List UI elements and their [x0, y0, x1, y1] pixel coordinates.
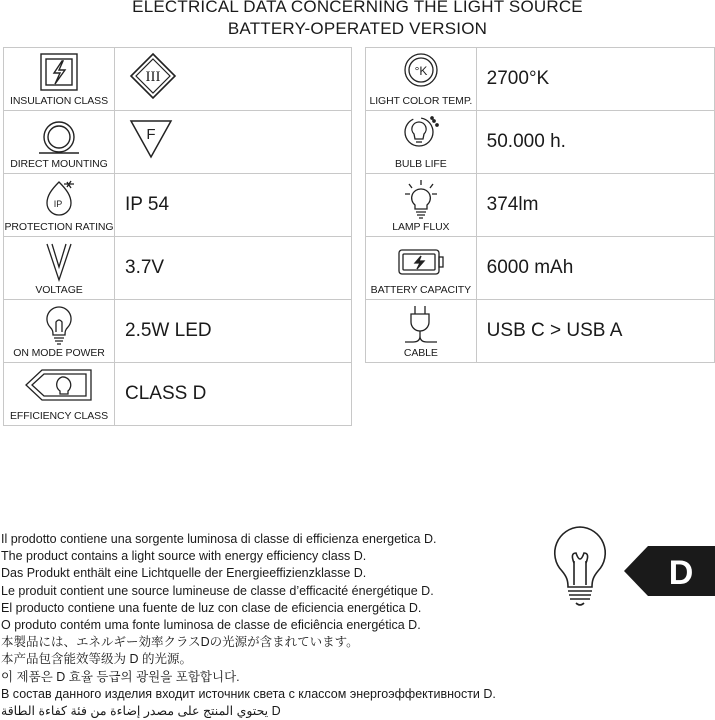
note-line: В состав данного изделия входит источник света с классом энергоэффективности D.: [1, 686, 496, 701]
direct-mounting-icon: [4, 119, 114, 159]
f-mark-symbol: [129, 117, 173, 166]
right-spec-table: [365, 47, 715, 363]
row-label: LAMP FLUX: [392, 221, 450, 233]
energy-class-letter: D: [668, 554, 694, 592]
voltage-icon: [4, 241, 114, 281]
row-label: BATTERY CAPACITY: [370, 284, 471, 296]
row-label: PROTECTION RATING: [4, 221, 114, 233]
note-line: Il prodotto contiene una sorgente luminosa di classe di efficienza energetica D.: [1, 532, 437, 546]
voltage-value: 3.7V: [125, 257, 165, 278]
row-label: DIRECT MOUNTING: [10, 158, 108, 170]
row-label: CABLE: [403, 347, 438, 359]
lamp-flux-value: 374lm: [486, 194, 539, 215]
cable-value: USB C > USB A: [486, 320, 623, 341]
note-line: 이 제품은 D 효율 등급의 광원을 포함합니다.: [1, 669, 240, 684]
table-row: [4, 174, 352, 237]
row-label: INSULATION CLASS: [10, 95, 108, 107]
ip-text: IP: [53, 199, 63, 209]
note-line: O produto contém uma fonte luminosa de classe de eficiência energética D.: [1, 618, 421, 633]
light-bulb-icon: [548, 523, 612, 614]
efficiency-class-value: CLASS D: [125, 383, 207, 404]
table-row: [366, 174, 715, 237]
energy-class-d-label: [624, 546, 715, 601]
on-mode-power-value: 2.5W LED: [125, 320, 212, 341]
f-mark-text: F: [146, 126, 156, 143]
insulation-class-icon: [4, 52, 114, 92]
table-row: [4, 111, 352, 174]
page-title: ELECTRICAL DATA CONCERNING THE LIGHT SOURCE: [132, 0, 583, 16]
table-row: [4, 237, 352, 300]
table-row: [366, 48, 715, 111]
page-subtitle: BATTERY-OPERATED VERSION: [227, 19, 488, 38]
battery-icon: [366, 247, 476, 287]
note-line: El producto contiene una fuente de luz con clase de eficiencia energética D.: [1, 600, 422, 615]
color-temp-value: 2700°K: [486, 68, 550, 89]
note-line: Das Produkt enthält eine Lichtquelle der Energieeffizienzklasse D.: [1, 566, 367, 581]
efficiency-arrow-icon: [4, 367, 114, 407]
row-label: BULB LIFE: [395, 158, 447, 170]
row-label: VOLTAGE: [35, 284, 83, 296]
class-iii-symbol: [129, 52, 177, 105]
table-row: [366, 111, 715, 174]
note-line: 本产品包含能效等级为 D 的光源。: [1, 652, 192, 667]
note-line: The product contains a light source with energy efficiency class D.: [1, 549, 367, 564]
color-temperature-icon: [366, 52, 476, 92]
lamp-flux-icon: [366, 178, 476, 218]
ip-protection-icon: [4, 178, 114, 218]
table-row: [4, 363, 352, 426]
row-label: EFFICIENCY CLASS: [10, 410, 108, 422]
bulb-icon: [4, 304, 114, 344]
table-row: [4, 300, 352, 363]
cable-plug-icon: [366, 304, 476, 344]
table-row: [366, 237, 715, 300]
battery-capacity-value: 6000 mAh: [486, 257, 574, 278]
note-line: Le produit contient une source lumineuse de classe d’efficacité énergétique D.: [1, 583, 434, 598]
note-line: D يحتوي المنتج على مصدر إضاءة من فئة كفاءة الطاقة: [1, 704, 281, 719]
bulb-life-icon: [366, 115, 476, 155]
bulb-life-value: 50.000 h.: [486, 131, 566, 152]
table-row: [4, 48, 352, 111]
energy-notes: [1, 531, 496, 720]
class-symbol-text: III: [145, 69, 161, 85]
row-label: LIGHT COLOR TEMP.: [369, 95, 473, 107]
left-spec-table: [3, 47, 352, 426]
row-label: ON MODE POWER: [13, 347, 105, 359]
table-row: [366, 300, 715, 363]
protection-rating-value: IP 54: [125, 194, 170, 215]
note-line: 本製品には、エネルギー効率クラスDの光源が含まれています。: [1, 635, 359, 650]
kelvin-text: °K: [414, 64, 428, 78]
